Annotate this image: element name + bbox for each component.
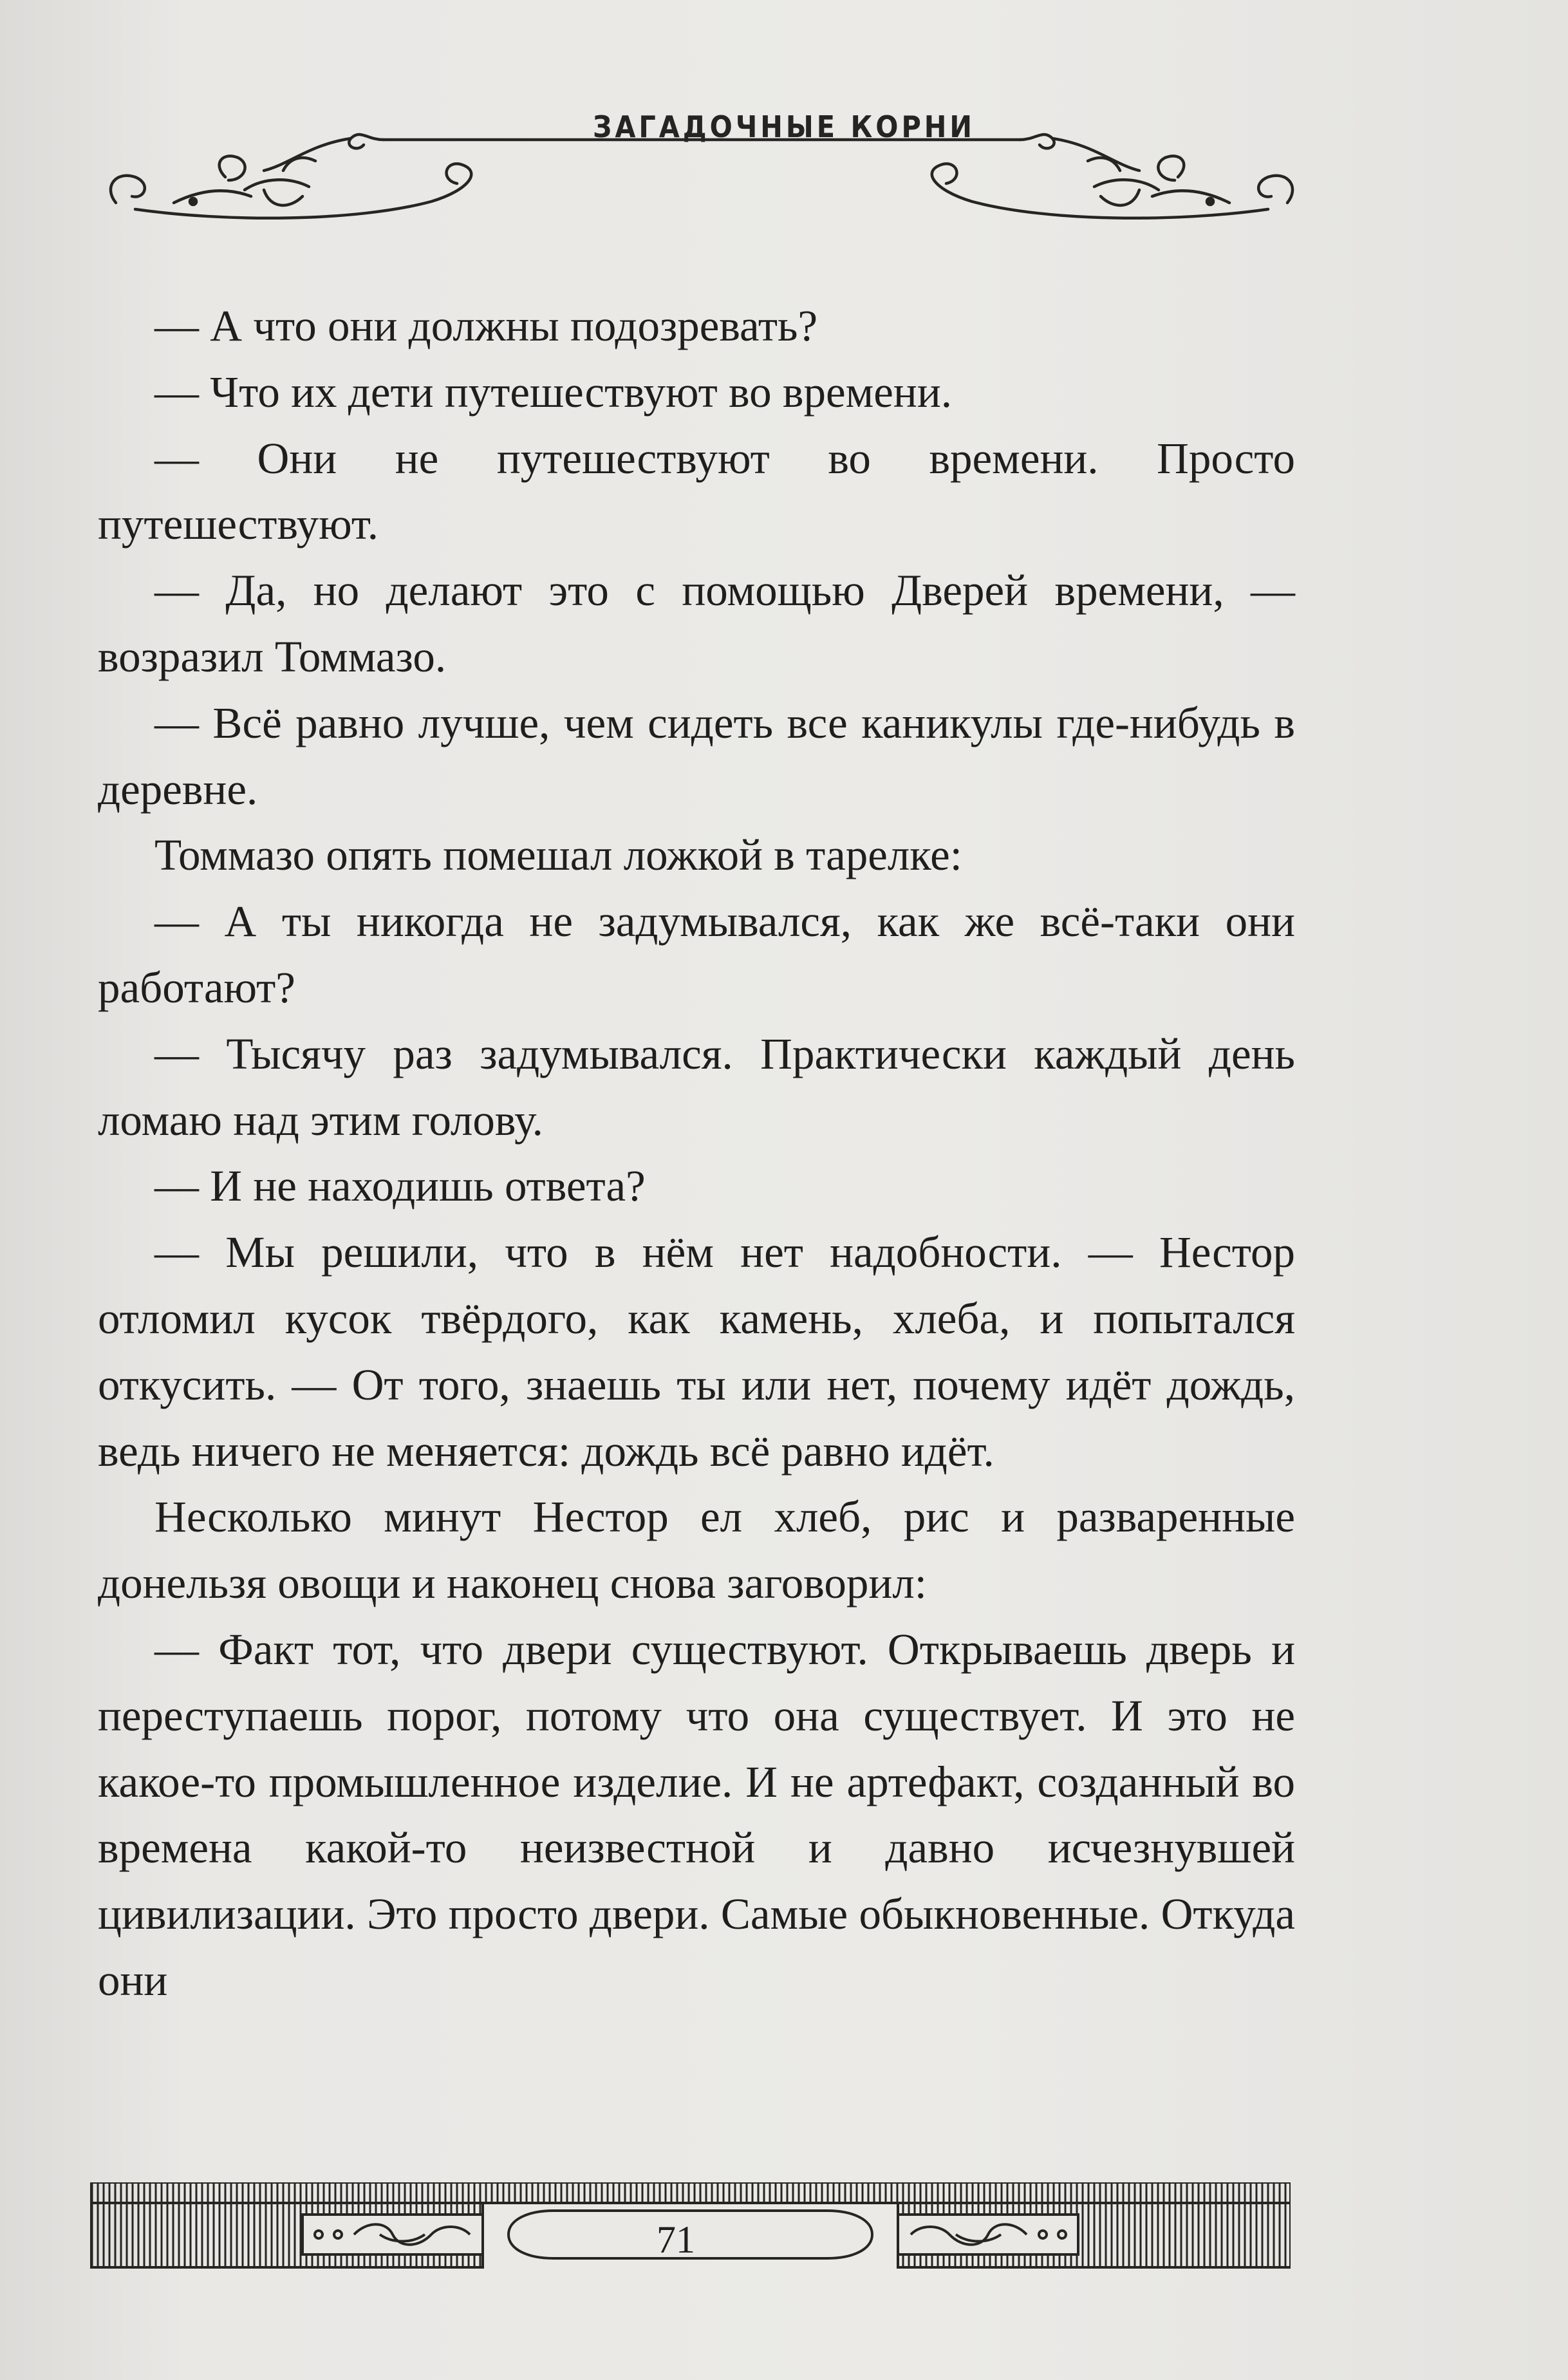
paragraph: — Факт тот, что двери существуют. Открываешь дверь и переступаешь порог, потому что она существует. И это не какое-то промышленное изделие. И не артефакт, созданный во времена какой-то неизвестной и давно исчезнувшей цивилизации. Это просто двери. Самые обыкновенные. Откуда они <box>98 1624 1295 2005</box>
page-number: 71 <box>657 2218 695 2261</box>
header-ornament <box>97 126 1307 254</box>
body-text <box>98 293 1295 2014</box>
paragraph: — Да, но делают это с помощью Дверей времени, — возразил Томмазо. <box>98 566 1295 681</box>
paragraph: — Тысячу раз задумывался. Практически каждый день ломаю над этим голову. <box>98 1029 1295 1145</box>
paragraph: — Что их дети путешествуют во времени. <box>154 367 953 417</box>
paragraph: — Они не путешествуют во времени. Просто путешествуют. <box>98 433 1295 549</box>
paragraph: Несколько минут Нестор ел хлеб, рис и разваренные донельзя овощи и наконец снова заговорил: <box>98 1492 1295 1608</box>
paragraph: — А ты никогда не задумывался, как же всё-таки они работают? <box>98 897 1295 1012</box>
paragraph: — А что они должны подозревать? <box>154 301 818 350</box>
paragraph: — Всё равно лучше, чем сидеть все каникулы где-нибудь в деревне. <box>98 698 1295 814</box>
paragraph: Томмазо опять помешал ложкой в тарелке: <box>154 830 962 880</box>
running-title: ЗАГАДОЧНЫЕ КОРНИ <box>592 109 976 144</box>
paragraph: — Мы решили, что в нём нет надобности. — Нестор отломил кусок твёрдого, как камень, хлеба, и попытался откусить. — От того, знаешь ты или нет, почему идёт дождь, ведь ничего не меняется: дождь всё равно идёт. <box>98 1228 1295 1476</box>
paragraph: — И не находишь ответа? <box>154 1161 646 1211</box>
